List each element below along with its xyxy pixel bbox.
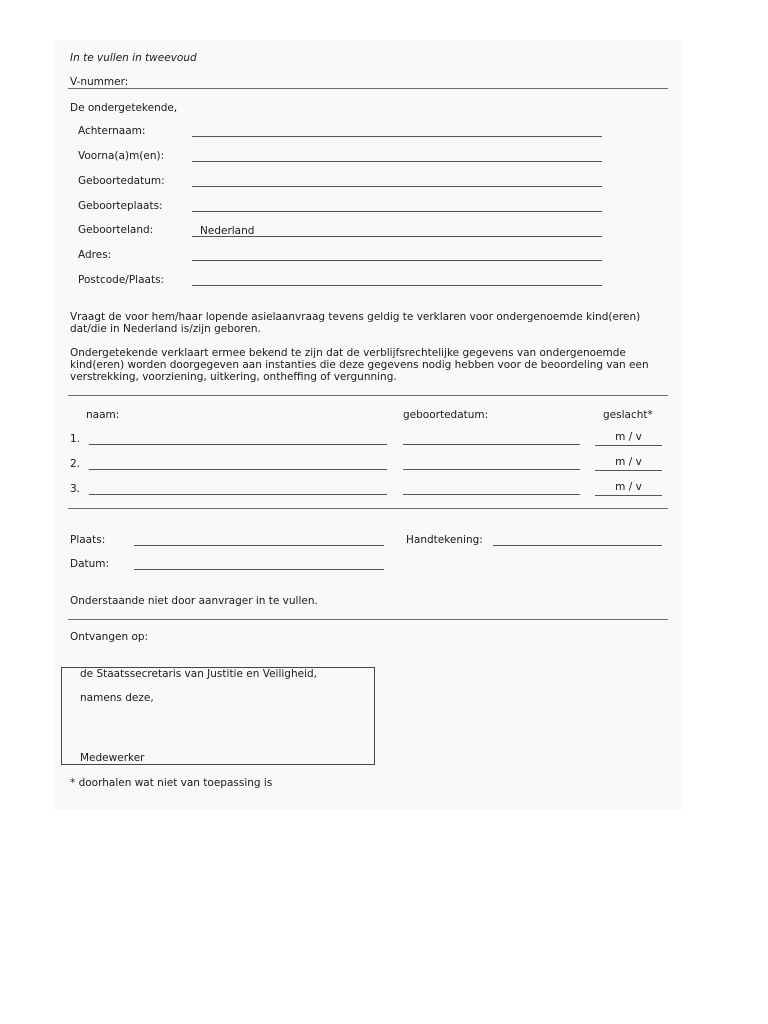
row-number: 1. bbox=[70, 433, 81, 445]
col-header-name: naam: bbox=[86, 409, 120, 421]
geboortedatum-label: Geboortedatum: bbox=[78, 175, 165, 187]
divider bbox=[68, 395, 668, 396]
child-2-gender-field[interactable]: m / v bbox=[595, 456, 662, 471]
row-number: 2. bbox=[70, 458, 81, 470]
geboorteplaats-field[interactable] bbox=[192, 211, 602, 212]
date-label: Datum: bbox=[70, 558, 110, 570]
col-header-gender: geslacht* bbox=[603, 409, 653, 421]
office-box-employee: Medewerker bbox=[80, 752, 145, 764]
received-label: Ontvangen op: bbox=[70, 631, 149, 643]
place-label: Plaats: bbox=[70, 534, 106, 546]
geboorteland-label: Geboorteland: bbox=[78, 224, 154, 236]
date-field[interactable] bbox=[134, 569, 384, 570]
child-1-gender-field[interactable]: m / v bbox=[595, 431, 662, 446]
geboortedatum-field[interactable] bbox=[192, 186, 602, 187]
child-3-name-field[interactable] bbox=[89, 494, 387, 495]
instruction-text: In te vullen in tweevoud bbox=[70, 52, 197, 64]
child-3-gender-field[interactable]: m / v bbox=[595, 481, 662, 496]
row-number: 3. bbox=[70, 483, 81, 495]
place-field[interactable] bbox=[134, 545, 384, 546]
declaration-paragraph: Ondergetekende verklaart ermee bekend te zijn dat de verblijfsrechtelijke gegevens van ondergenoemde kind(eren) worden doorgegeven aan instanties die deze gegevens nodig hebben voor de beoordeling van een verstrekking, voorziening, uitkering, ontheffing of vergunning. bbox=[70, 347, 649, 384]
office-box-authority: de Staatssecretaris van Justitie en Veiligheid, bbox=[80, 668, 318, 680]
footnote: * doorhalen wat niet van toepassing is bbox=[70, 777, 273, 789]
geboorteland-value: Nederland bbox=[200, 225, 255, 237]
col-header-birthdate: geboortedatum: bbox=[403, 409, 489, 421]
child-1-name-field[interactable] bbox=[89, 444, 387, 445]
achternaam-label: Achternaam: bbox=[78, 125, 146, 137]
child-3-birthdate-field[interactable] bbox=[403, 494, 580, 495]
signature-field[interactable] bbox=[493, 545, 662, 546]
postcode-plaats-label: Postcode/Plaats: bbox=[78, 274, 165, 286]
voornamen-field[interactable] bbox=[192, 161, 602, 162]
adres-field[interactable] bbox=[192, 260, 602, 261]
child-2-name-field[interactable] bbox=[89, 469, 387, 470]
office-notice: Onderstaande niet door aanvrager in te vullen. bbox=[70, 595, 318, 607]
office-box-on-behalf: namens deze, bbox=[80, 692, 154, 704]
signature-label: Handtekening: bbox=[406, 534, 483, 546]
child-2-birthdate-field[interactable] bbox=[403, 469, 580, 470]
voornamen-label: Voorna(a)m(en): bbox=[78, 150, 165, 162]
adres-label: Adres: bbox=[78, 249, 112, 261]
request-paragraph: Vraagt de voor hem/haar lopende asielaanvraag tevens geldig te verklaren voor ondergenoemde kind(eren) dat/die in Nederland is/zijn geboren. bbox=[70, 311, 641, 336]
divider bbox=[68, 619, 668, 620]
achternaam-field[interactable] bbox=[192, 136, 602, 137]
geboorteplaats-label: Geboorteplaats: bbox=[78, 200, 163, 212]
divider bbox=[68, 508, 668, 509]
office-box bbox=[61, 667, 375, 765]
v-number-label: V-nummer: bbox=[70, 76, 129, 88]
child-1-birthdate-field[interactable] bbox=[403, 444, 580, 445]
postcode-plaats-field[interactable] bbox=[192, 285, 602, 286]
divider bbox=[68, 88, 668, 89]
applicant-intro: De ondergetekende, bbox=[70, 102, 178, 114]
